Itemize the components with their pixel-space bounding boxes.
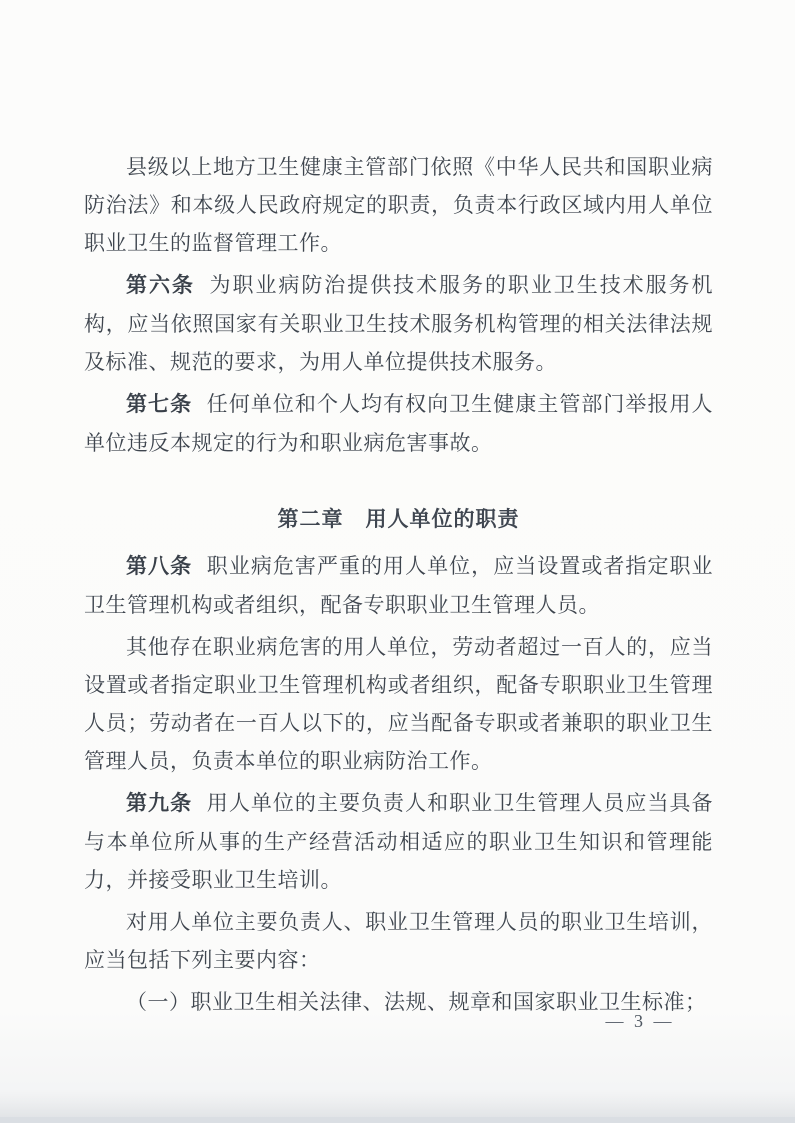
page-number: — 3 — — [605, 1011, 675, 1031]
list-item-text: （一）职业卫生相关法律、法规、规章和国家职业卫生标准； — [126, 990, 707, 1014]
article-number: 第九条 — [126, 792, 193, 815]
paragraph-text: 职业病危害严重的用人单位，应当设置或者指定职业卫生管理机构或者组织，配备专职职业卫生管理人员。 — [84, 554, 714, 617]
paragraph-text: 用人单位的主要负责人和职业卫生管理人员应当具备与本单位所从事的生产经营活动相适应的职业卫生知识和管理能力，并接受职业卫生培训。 — [84, 791, 714, 892]
paragraph — [84, 148, 713, 262]
paragraph — [84, 628, 713, 780]
paragraph — [84, 903, 713, 979]
paragraph-article-7 — [84, 385, 713, 462]
scan-shadow — [0, 1089, 795, 1117]
paragraph-text: 县级以上地方卫生健康主管部门依照《中华人民共和国职业病防治法》和本级人民政府规定的职责，负责本行政区域内用人单位职业卫生的监督管理工作。 — [84, 155, 713, 255]
article-number: 第七条 — [126, 393, 193, 416]
article-number: 第六条 — [126, 274, 195, 297]
chapter-heading: 第二章 用人单位的职责 — [277, 508, 520, 531]
paragraph-text: 对用人单位主要负责人、职业卫生管理人员的职业卫生培训，应当包括下列主要内容： — [84, 910, 713, 972]
paragraph-article-6 — [84, 266, 713, 381]
article-number: 第八条 — [126, 555, 193, 578]
scan-edge — [0, 1117, 795, 1123]
paragraph-text: 为职业病防治提供技术服务的职业卫生技术服务机构，应当依照国家有关职业卫生技术服务机构管理的相关法律法规及标准、规范的要求，为用人单位提供技术服务。 — [84, 273, 714, 374]
document-body — [84, 148, 713, 1025]
paragraph-text: 其他存在职业病危害的用人单位，劳动者超过一百人的，应当设置或者指定职业卫生管理机构或者组织，配备专职职业卫生管理人员；劳动者在一百人以下的，应当配备专职或者兼职的职业卫生管理人员，负责本单位的职业病防治工作。 — [84, 635, 713, 773]
paragraph-text: 任何单位和个人均有权向卫生健康主管部门举报用人单位违反本规定的行为和职业病危害事故。 — [84, 392, 714, 455]
paragraph-article-8 — [84, 547, 713, 624]
paragraph-article-9 — [84, 784, 713, 899]
